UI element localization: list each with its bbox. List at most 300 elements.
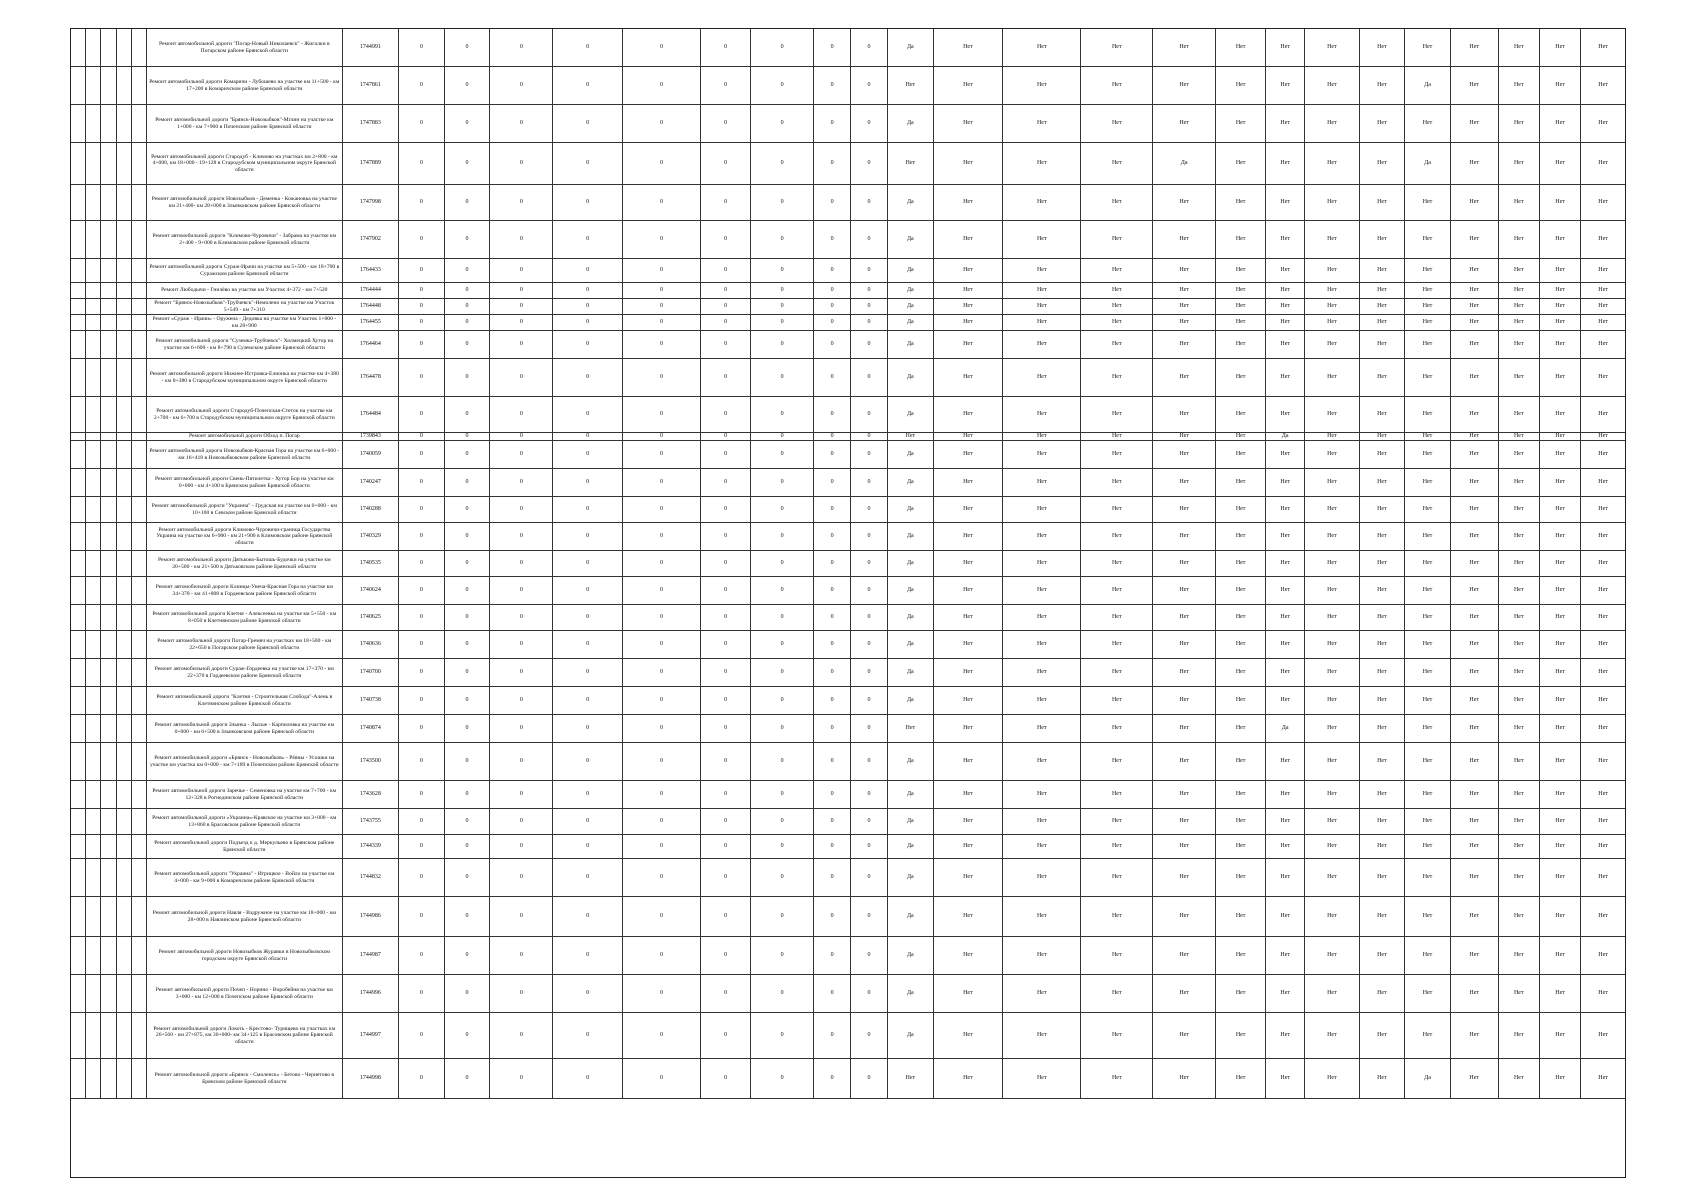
- flag-cell: Нет: [1305, 331, 1359, 359]
- flag-cell: Нет: [1359, 1013, 1405, 1059]
- value-cell: 0: [553, 897, 623, 937]
- blank-cell: [116, 859, 131, 897]
- flag-cell: Нет: [1305, 835, 1359, 859]
- value-cell: 0: [751, 781, 814, 809]
- value-cell: 0: [622, 715, 700, 743]
- flag-cell: Нет: [1539, 315, 1580, 331]
- flag-cell: Нет: [1003, 441, 1081, 469]
- blank-cell: [86, 1013, 101, 1059]
- value-cell: 0: [553, 937, 623, 975]
- flag-cell: Нет: [933, 67, 1003, 105]
- value-cell: 0: [622, 937, 700, 975]
- blank-cell: [131, 105, 146, 143]
- row-code-cell: 1740636: [342, 631, 399, 659]
- flag-cell: Нет: [1153, 937, 1216, 975]
- value-cell: 0: [814, 283, 851, 299]
- value-cell: 0: [851, 859, 888, 897]
- value-cell: 0: [399, 659, 445, 687]
- flag-cell: Нет: [1003, 469, 1081, 497]
- flag-cell: Нет: [933, 781, 1003, 809]
- flag-cell: Нет: [1081, 359, 1153, 397]
- flag-cell: Нет: [1581, 315, 1626, 331]
- flag-cell: Да: [1405, 67, 1451, 105]
- row-name-cell: Ремонт автомобильной дороги "Брянск-Новозыбков"-Мглин на участке км 1+000 - км 7+900 в Почепском районе Брянской области: [147, 105, 343, 143]
- flag-cell: Нет: [1450, 605, 1498, 631]
- value-cell: 0: [444, 105, 490, 143]
- flag-cell: Нет: [1359, 897, 1405, 937]
- blank-cell: [116, 743, 131, 781]
- flag-cell: Нет: [1539, 781, 1580, 809]
- flag-cell: Нет: [1498, 259, 1539, 283]
- blank-cell: [71, 743, 86, 781]
- flag-cell: Нет: [1539, 631, 1580, 659]
- value-cell: 0: [814, 551, 851, 577]
- value-cell: 0: [553, 715, 623, 743]
- blank-cell: [101, 715, 116, 743]
- value-cell: 0: [444, 397, 490, 433]
- row-code-cell: 1764478: [342, 359, 399, 397]
- flag-cell: Нет: [1266, 659, 1305, 687]
- blank-cell: [116, 359, 131, 397]
- flag-cell: Нет: [888, 433, 934, 441]
- flag-cell: Нет: [1450, 469, 1498, 497]
- row-code-cell: 1740329: [342, 523, 399, 551]
- table-row: [71, 185, 1626, 221]
- flag-cell: Нет: [1581, 687, 1626, 715]
- blank-cell: [86, 185, 101, 221]
- row-code-cell: 1740059: [342, 441, 399, 469]
- blank-cell: [71, 631, 86, 659]
- blank-cell: [116, 185, 131, 221]
- value-cell: 0: [444, 259, 490, 283]
- flag-cell: Нет: [888, 143, 934, 185]
- flag-cell: Да: [888, 299, 934, 315]
- row-code-cell: 1747861: [342, 67, 399, 105]
- blank-cell: [71, 1013, 86, 1059]
- value-cell: 0: [851, 687, 888, 715]
- blank-cell: [131, 605, 146, 631]
- value-cell: 0: [444, 715, 490, 743]
- flag-cell: Нет: [1359, 781, 1405, 809]
- flag-cell: Нет: [1305, 283, 1359, 299]
- value-cell: 0: [751, 859, 814, 897]
- blank-cell: [101, 315, 116, 331]
- flag-cell: Нет: [933, 835, 1003, 859]
- flag-cell: Нет: [1405, 221, 1451, 259]
- value-cell: 0: [490, 1013, 553, 1059]
- flag-cell: Нет: [1450, 1013, 1498, 1059]
- flag-cell: Нет: [1498, 835, 1539, 859]
- flag-cell: Нет: [1216, 105, 1266, 143]
- flag-cell: Нет: [1450, 743, 1498, 781]
- flag-cell: Нет: [1359, 331, 1405, 359]
- row-code-cell: 1743500: [342, 743, 399, 781]
- value-cell: 0: [622, 687, 700, 715]
- value-cell: 0: [751, 743, 814, 781]
- blank-cell: [101, 687, 116, 715]
- flag-cell: Нет: [1081, 259, 1153, 283]
- row-code-cell: 1764448: [342, 299, 399, 315]
- row-code-cell: 1764455: [342, 315, 399, 331]
- flag-cell: Нет: [1153, 605, 1216, 631]
- flag-cell: Нет: [1216, 1013, 1266, 1059]
- value-cell: 0: [490, 1059, 553, 1099]
- blank-cell: [131, 809, 146, 835]
- value-cell: 0: [444, 221, 490, 259]
- blank-cell: [131, 143, 146, 185]
- blank-cell: [131, 359, 146, 397]
- flag-cell: Да: [888, 315, 934, 331]
- value-cell: 0: [701, 897, 751, 937]
- flag-cell: Нет: [1359, 283, 1405, 299]
- row-name-cell: Ремонт автомобильной дороги Подъезд к д. Меркульево в Брянском районе Брянской области: [147, 835, 343, 859]
- blank-cell: [131, 577, 146, 605]
- flag-cell: Нет: [1081, 67, 1153, 105]
- flag-cell: Нет: [1581, 605, 1626, 631]
- blank-cell: [131, 687, 146, 715]
- value-cell: 0: [553, 185, 623, 221]
- flag-cell: Нет: [1081, 441, 1153, 469]
- value-cell: 0: [814, 441, 851, 469]
- flag-cell: Нет: [1266, 897, 1305, 937]
- value-cell: 0: [814, 433, 851, 441]
- blank-cell: [116, 687, 131, 715]
- flag-cell: Нет: [1539, 221, 1580, 259]
- row-name-cell: Ремонт автомобильной дороги Клинцы-Унеча-Красная Гора на участке км 34+378 - км 41+808 в Гордеевском районе Брянской области: [147, 577, 343, 605]
- flag-cell: Нет: [1405, 359, 1451, 397]
- value-cell: 0: [814, 781, 851, 809]
- flag-cell: Нет: [1498, 469, 1539, 497]
- blank-cell: [86, 67, 101, 105]
- flag-cell: Нет: [1081, 659, 1153, 687]
- flag-cell: Нет: [1305, 937, 1359, 975]
- flag-cell: Нет: [1003, 105, 1081, 143]
- blank-cell: [131, 743, 146, 781]
- value-cell: 0: [622, 299, 700, 315]
- flag-cell: Нет: [1539, 331, 1580, 359]
- value-cell: 0: [814, 397, 851, 433]
- flag-cell: Нет: [1305, 631, 1359, 659]
- flag-cell: Нет: [1450, 29, 1498, 67]
- blank-cell: [116, 331, 131, 359]
- blank-cell: [86, 523, 101, 551]
- value-cell: 0: [444, 809, 490, 835]
- flag-cell: Нет: [1359, 715, 1405, 743]
- value-cell: 0: [553, 1013, 623, 1059]
- flag-cell: Нет: [1216, 975, 1266, 1013]
- blank-cell: [116, 1013, 131, 1059]
- flag-cell: Да: [888, 259, 934, 283]
- blank-cell: [86, 29, 101, 67]
- value-cell: 0: [553, 67, 623, 105]
- blank-cell: [101, 105, 116, 143]
- value-cell: 0: [751, 359, 814, 397]
- flag-cell: Нет: [1498, 185, 1539, 221]
- value-cell: 0: [851, 469, 888, 497]
- flag-cell: Нет: [1003, 605, 1081, 631]
- table-row: [71, 523, 1626, 551]
- flag-cell: Нет: [933, 331, 1003, 359]
- blank-cell: [71, 283, 86, 299]
- value-cell: 0: [444, 441, 490, 469]
- flag-cell: Нет: [1081, 331, 1153, 359]
- value-cell: 0: [751, 469, 814, 497]
- flag-cell: Нет: [1266, 143, 1305, 185]
- row-name-cell: Ремонт Любодычи - Гнилёво на участке км Участок 4+372 - км 7+520: [147, 283, 343, 299]
- value-cell: 0: [553, 835, 623, 859]
- flag-cell: Нет: [1359, 469, 1405, 497]
- blank-cell: [116, 659, 131, 687]
- blank-cell: [71, 441, 86, 469]
- flag-cell: Нет: [1539, 859, 1580, 897]
- flag-cell: Нет: [1003, 283, 1081, 299]
- flag-cell: Нет: [1305, 433, 1359, 441]
- flag-cell: Нет: [1581, 469, 1626, 497]
- flag-cell: Нет: [1003, 1059, 1081, 1099]
- value-cell: 0: [553, 221, 623, 259]
- value-cell: 0: [622, 259, 700, 283]
- flag-cell: Нет: [1003, 67, 1081, 105]
- flag-cell: Нет: [1581, 67, 1626, 105]
- blank-cell: [116, 937, 131, 975]
- flag-cell: Нет: [1450, 259, 1498, 283]
- flag-cell: Нет: [1539, 283, 1580, 299]
- value-cell: 0: [701, 859, 751, 897]
- flag-cell: Нет: [1581, 809, 1626, 835]
- flag-cell: Нет: [1359, 631, 1405, 659]
- flag-cell: Нет: [1498, 551, 1539, 577]
- flag-cell: Нет: [1305, 523, 1359, 551]
- flag-cell: Нет: [1539, 497, 1580, 523]
- value-cell: 0: [814, 315, 851, 331]
- row-name-cell: Ремонт автомобильной дороги Комаричи - Лубошево на участке км 11+500 - км 17+200 в Комаричском районе Брянской области: [147, 67, 343, 105]
- flag-cell: Нет: [1581, 659, 1626, 687]
- flag-cell: Нет: [1081, 143, 1153, 185]
- flag-cell: Нет: [1498, 897, 1539, 937]
- flag-cell: Нет: [933, 809, 1003, 835]
- flag-cell: Нет: [1003, 397, 1081, 433]
- flag-cell: Нет: [1450, 185, 1498, 221]
- table-row: [71, 631, 1626, 659]
- blank-cell: [116, 259, 131, 283]
- value-cell: 0: [490, 743, 553, 781]
- blank-cell: [86, 781, 101, 809]
- value-cell: 0: [399, 937, 445, 975]
- blank-cell: [86, 687, 101, 715]
- value-cell: 0: [553, 631, 623, 659]
- value-cell: 0: [622, 469, 700, 497]
- flag-cell: Нет: [1450, 359, 1498, 397]
- value-cell: 0: [851, 605, 888, 631]
- value-cell: 0: [622, 835, 700, 859]
- flag-cell: Нет: [1450, 283, 1498, 299]
- blank-cell: [116, 809, 131, 835]
- flag-cell: Нет: [1216, 897, 1266, 937]
- flag-cell: Нет: [1153, 283, 1216, 299]
- flag-cell: Нет: [1081, 781, 1153, 809]
- blank-cell: [71, 715, 86, 743]
- flag-cell: Нет: [1359, 259, 1405, 283]
- flag-cell: Нет: [1305, 605, 1359, 631]
- value-cell: 0: [851, 259, 888, 283]
- blank-cell: [86, 469, 101, 497]
- blank-cell: [101, 659, 116, 687]
- blank-cell: [71, 859, 86, 897]
- flag-cell: Нет: [1405, 687, 1451, 715]
- blank-cell: [86, 605, 101, 631]
- flag-cell: Да: [888, 441, 934, 469]
- flag-cell: Нет: [1450, 67, 1498, 105]
- value-cell: 0: [814, 687, 851, 715]
- flag-cell: Нет: [1498, 743, 1539, 781]
- row-name-cell: Ремонт автомобильной дороги Дятьково-Бытошь-Будочки на участке км 20+500 - км 21+500 в Дятьковском районе Брянской области: [147, 551, 343, 577]
- flag-cell: Нет: [1450, 551, 1498, 577]
- flag-cell: Нет: [1498, 577, 1539, 605]
- flag-cell: Нет: [1081, 185, 1153, 221]
- value-cell: 0: [814, 809, 851, 835]
- flag-cell: Нет: [1216, 659, 1266, 687]
- blank-cell: [101, 283, 116, 299]
- table-row: [71, 433, 1626, 441]
- flag-cell: Нет: [1359, 859, 1405, 897]
- value-cell: 0: [851, 835, 888, 859]
- value-cell: 0: [851, 397, 888, 433]
- flag-cell: Нет: [1153, 331, 1216, 359]
- flag-cell: Нет: [933, 283, 1003, 299]
- blank-cell: [131, 283, 146, 299]
- blank-cell: [101, 397, 116, 433]
- row-name-cell: Ремонт автомобильной дороги Нижнее-Истровка-Елионка на участке км 4+380 - км 8+380 в Стародубском муниципальном округе Брянской области: [147, 359, 343, 397]
- value-cell: 0: [399, 975, 445, 1013]
- flag-cell: Нет: [1153, 859, 1216, 897]
- blank-cell: [131, 433, 146, 441]
- blank-cell: [131, 259, 146, 283]
- flag-cell: Нет: [1305, 781, 1359, 809]
- flag-cell: Нет: [1450, 315, 1498, 331]
- blank-cell: [86, 299, 101, 315]
- value-cell: 0: [444, 937, 490, 975]
- flag-cell: Нет: [933, 897, 1003, 937]
- value-cell: 0: [814, 67, 851, 105]
- flag-cell: Нет: [1498, 809, 1539, 835]
- flag-cell: Нет: [1153, 359, 1216, 397]
- flag-cell: Нет: [1581, 143, 1626, 185]
- value-cell: 0: [814, 523, 851, 551]
- value-cell: 0: [399, 441, 445, 469]
- value-cell: 0: [851, 975, 888, 1013]
- value-cell: 0: [622, 809, 700, 835]
- blank-cell: [86, 551, 101, 577]
- row-name-cell: Ремонт автомобильной дороги Стародуб-Почепская-Стеток на участке км 2+700 - км 6+700 в Стародубском муниципальном округе Брянской области: [147, 397, 343, 433]
- flag-cell: Нет: [1359, 687, 1405, 715]
- value-cell: 0: [553, 433, 623, 441]
- value-cell: 0: [851, 809, 888, 835]
- flag-cell: Нет: [933, 441, 1003, 469]
- flag-cell: Нет: [1216, 469, 1266, 497]
- value-cell: 0: [701, 551, 751, 577]
- flag-cell: Нет: [1081, 433, 1153, 441]
- value-cell: 0: [701, 631, 751, 659]
- value-cell: 0: [814, 331, 851, 359]
- blank-cell: [86, 715, 101, 743]
- value-cell: 0: [814, 143, 851, 185]
- flag-cell: Нет: [1003, 551, 1081, 577]
- flag-cell: Нет: [1266, 523, 1305, 551]
- flag-cell: Да: [888, 221, 934, 259]
- value-cell: 0: [444, 897, 490, 937]
- flag-cell: Нет: [1405, 659, 1451, 687]
- row-code-cell: 1739843: [342, 433, 399, 441]
- flag-cell: Нет: [1153, 631, 1216, 659]
- value-cell: 0: [701, 523, 751, 551]
- value-cell: 0: [851, 937, 888, 975]
- flag-cell: Нет: [1405, 975, 1451, 1013]
- flag-cell: Нет: [1003, 315, 1081, 331]
- blank-cell: [71, 605, 86, 631]
- value-cell: 0: [814, 359, 851, 397]
- blank-cell: [131, 441, 146, 469]
- row-code-cell: 1740624: [342, 577, 399, 605]
- blank-cell: [101, 441, 116, 469]
- value-cell: 0: [701, 469, 751, 497]
- blank-cell: [86, 975, 101, 1013]
- flag-cell: Нет: [1498, 331, 1539, 359]
- blank-cell: [86, 315, 101, 331]
- flag-cell: Нет: [1581, 283, 1626, 299]
- value-cell: 0: [701, 441, 751, 469]
- table-row: [71, 1059, 1626, 1099]
- blank-cell: [71, 781, 86, 809]
- blank-cell: [71, 315, 86, 331]
- flag-cell: Нет: [933, 605, 1003, 631]
- flag-cell: Нет: [1305, 859, 1359, 897]
- value-cell: 0: [814, 1013, 851, 1059]
- flag-cell: Нет: [1498, 1059, 1539, 1099]
- flag-cell: Нет: [1081, 577, 1153, 605]
- value-cell: 0: [851, 331, 888, 359]
- table-row: [71, 397, 1626, 433]
- flag-cell: Нет: [888, 67, 934, 105]
- blank-cell: [101, 605, 116, 631]
- flag-cell: Нет: [1153, 259, 1216, 283]
- flag-cell: Нет: [1498, 105, 1539, 143]
- value-cell: 0: [814, 631, 851, 659]
- flag-cell: Нет: [1153, 185, 1216, 221]
- blank-cell: [131, 937, 146, 975]
- flag-cell: Нет: [1153, 315, 1216, 331]
- flag-cell: Нет: [1153, 29, 1216, 67]
- flag-cell: Да: [888, 29, 934, 67]
- flag-cell: Нет: [1450, 105, 1498, 143]
- flag-cell: Нет: [1359, 659, 1405, 687]
- flag-cell: Нет: [1405, 781, 1451, 809]
- blank-cell: [131, 497, 146, 523]
- value-cell: 0: [490, 659, 553, 687]
- value-cell: 0: [701, 331, 751, 359]
- value-cell: 0: [851, 743, 888, 781]
- flag-cell: Нет: [1498, 781, 1539, 809]
- blank-cell: [101, 1013, 116, 1059]
- flag-cell: Нет: [933, 29, 1003, 67]
- flag-cell: Да: [888, 523, 934, 551]
- flag-cell: Да: [888, 497, 934, 523]
- flag-cell: Нет: [1581, 523, 1626, 551]
- flag-cell: Нет: [933, 715, 1003, 743]
- value-cell: 0: [490, 397, 553, 433]
- flag-cell: Нет: [888, 1059, 934, 1099]
- flag-cell: Нет: [1359, 185, 1405, 221]
- blank-cell: [116, 397, 131, 433]
